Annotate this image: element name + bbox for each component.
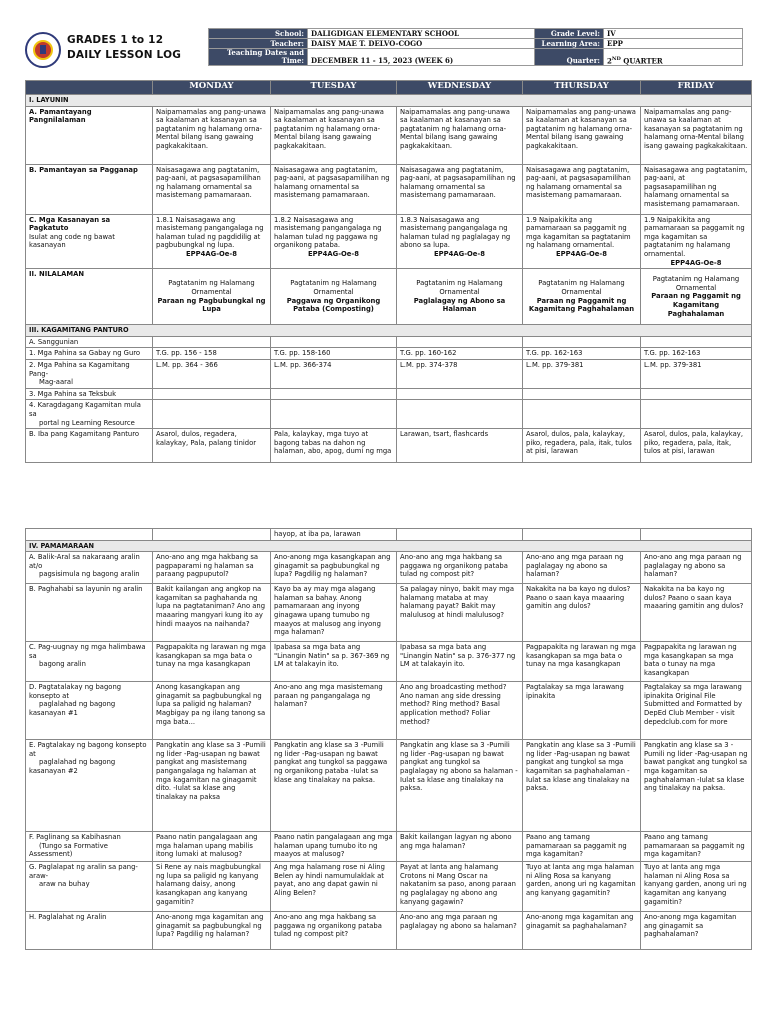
row-label-main: C. Mga Kasanayan sa Pagkatuto [29, 215, 111, 233]
table-cell [153, 388, 271, 400]
row-label [26, 832, 153, 862]
table-cell: Ano-anong mga kasangkapan ang ginagamit sa pagbubungkal ng lupa? Pagdilig ng halaman? [271, 552, 397, 584]
table-cell [271, 336, 397, 348]
table-cell: Sa palagay ninyo, bakit may mga halamang mataba at may halamang payat? Bakit may malulusog at hindi malulusog? [397, 584, 523, 642]
row-label-line2: araw na buhay [39, 880, 90, 889]
table-cell: Pangkatin ang klase sa 3 -Pumili ng lider -Pag-usapan ng bawat pangkat ang tungkol sa mga kagamitan sa paghahalaman -Iulat sa klase ang tinalakay na paksa. [641, 740, 752, 832]
table-row [26, 740, 752, 832]
table-cell: Ano-ano ang mga paraan ng paglalagay ng abono sa halaman? [641, 552, 752, 584]
table-row [26, 642, 752, 682]
table-cell: Ano-ano ang mga paraan ng paglalagay ng abono sa halaman? [397, 912, 523, 950]
row-label: B. Pamantayan sa Pagganap [26, 164, 153, 214]
dates-value: DECEMBER 11 - 15, 2023 (WEEK 6) [308, 49, 535, 66]
table-cell [641, 529, 752, 541]
table-row [26, 388, 752, 400]
table-row [26, 862, 752, 912]
table-cell [153, 400, 271, 429]
grade-label: Grade Level: [535, 29, 604, 39]
grade-value: IV [604, 29, 743, 39]
row-label-line2: Mag-aaral [39, 378, 73, 387]
row-label [26, 642, 153, 682]
cell-topic: Pagtatanim ng Halamang Ornamental [416, 279, 503, 297]
quarter-value [604, 49, 743, 66]
row-label-line2: portal ng Learning Resource [39, 418, 135, 427]
table-cell: Ano-anong mga kagamitan ang ginagamit sa paghahalaman? [523, 912, 641, 950]
table-cell: Nakakita na ba kayo ng dulos? Paano o saan kaya maaaring gamitin ang dulos? [641, 584, 752, 642]
row-label-line1: D. Pagtatalakay ng bagong konsepto at [29, 683, 122, 700]
table-cell: Naisasagawa ang pagtatanim, pag-aani, at pagsasapamilihan ng halamang ornamental sa masistemang pamamaraan. [523, 164, 641, 214]
table-cell: T.G. pp. 162-163 [641, 348, 752, 360]
row-label-line2: paglalahad ng bagong kasanayan #2 [29, 758, 116, 775]
row-label: B. Paghahabi sa layunin ng aralin [26, 584, 153, 642]
table-cell: T.G. pp. 158-160 [271, 348, 397, 360]
table-cell [523, 400, 641, 429]
table-cell: Paano ang tamang pamamaraan sa paggamit ng mga kagamitan? [523, 832, 641, 862]
day-tuesday: TUESDAY [271, 81, 397, 95]
table-cell: T.G. pp. 156 - 158 [153, 348, 271, 360]
row-label-line1: F. Paglinang sa Kabihasnan [29, 833, 121, 842]
table-cell: Naisasagawa ang pagtatanim, pag-aani, at pagsasapamilihan ng halamang ornamental sa masistemang pamamaraan. [153, 164, 271, 214]
table-row [26, 359, 752, 388]
quarter-word: QUARTER [620, 56, 663, 65]
row-label: B. Iba pang Kagamitang Panturo [26, 429, 153, 463]
teacher-label: Teacher: [209, 39, 308, 49]
table-row [26, 336, 752, 348]
row-label: 1. Mga Pahina sa Gabay ng Guro [26, 348, 153, 360]
table-cell: Pangkatin ang klase sa 3 -Pumili ng lider -Pag-usapan ng bawat pangkat ang tungkol sa mga kagamitan sa paghahalaman -Iulat sa klase ang tinalakay na paksa. [523, 740, 641, 832]
table-row [26, 269, 752, 325]
row-label-line1: 2. Mga Pahina sa Kagamitang Pang- [29, 360, 130, 378]
row-label: II. NILALAMAN [26, 269, 153, 325]
table-cell: Payat at lanta ang halamang Crotons ni Mang Oscar na nakatanim sa paso, anong paraan ng paglalagay ng abono ang kanyang gagawin? [397, 862, 523, 912]
table-cell [271, 388, 397, 400]
day-thursday: THURSDAY [523, 81, 641, 95]
section-title: IV. PAMAMARAAN [26, 540, 752, 552]
table-row [26, 214, 752, 269]
table-cell: Ano-ano ang mga hakbang sa paggawa ng organikong pataba tulad ng compost pit? [397, 552, 523, 584]
table-cell: Ano-anong mga kagamitan ang ginagamit sa paghahalaman? [641, 912, 752, 950]
table-cell [397, 388, 523, 400]
table-cell: Ipabasa sa mga bata ang "Linangin Natin" sa p. 367-369 ng LM at talakayin ito. [271, 642, 397, 682]
row-label-line1: A. Balik-Aral sa nakaraang aralin at/o [29, 553, 140, 570]
cell-text: 1.9 Naipakikita ang pamamaraan sa paggamit ng mga kagamitan sa pagtatanim ng halamang ornamental. [644, 215, 745, 258]
table-cell [397, 400, 523, 429]
deped-seal-icon [25, 32, 61, 68]
table-cell: Ano-anong mga kagamitan ang ginagamit sa pagbubungkal ng lupa? Pagdilig ng halaman? [153, 912, 271, 950]
competency-code: EPP4AG-Oe-8 [556, 249, 607, 258]
row-label-sub: Isulat ang code ng bawat kasanayan [29, 232, 115, 250]
section-layunin [26, 95, 752, 107]
row-label [26, 740, 153, 832]
school-label: School: [209, 29, 308, 39]
competency-code: EPP4AG-Oe-8 [434, 249, 485, 258]
competency-code: EPP4AG-Oe-8 [308, 249, 359, 258]
table-cell: Pala, kalaykay, mga tuyo at bagong tabas na dahon ng halaman, abo, apog, dumi ng mga [271, 429, 397, 463]
dates-label [209, 49, 308, 66]
table-cell [523, 269, 641, 325]
section-title: I. LAYUNIN [26, 95, 752, 107]
table-cell: Tuyo at lanta ang mga halaman ni Aling Rosa sa kanyang garden, anong uri ng kagamitan ang kanyang gagamitin? [641, 862, 752, 912]
table-cell [271, 269, 397, 325]
row-label: A. Pamantayang Pangnilalaman [26, 106, 153, 164]
table-cell: Pagpapakita ng larawan ng mga kasangkapan sa mga bata o tunay na mga kasangkapan [523, 642, 641, 682]
table-cell: L.M. pp. 379-381 [641, 359, 752, 388]
dates-label-line2: Time: [281, 56, 304, 65]
row-label [26, 552, 153, 584]
cell-text: 1.8.3 Naisasagawa ang masistemang pangangalaga ng halaman tulad ng paglalagay ng abono sa lupa. [400, 215, 511, 250]
row-label [26, 682, 153, 740]
cell-text: 1.8.2 Naisasagawa ang masistemang pangangalaga ng halaman tulad ng paggawa ng organikong pataba. [274, 215, 382, 250]
table-cell: Pangkatin ang klase sa 3 -Pumili ng lider -Pag-usapan ng bawat pangkat ang tungkol sa paggawa ng organikong pataba -Iulat sa klase ang tinalakay na paksa. [271, 740, 397, 832]
table-cell: Pagpapakita ng larawan ng mga kasangkapan sa mga bata o tunay na mga kasangkapan [153, 642, 271, 682]
title-dll: DAILY LESSON LOG [67, 49, 182, 61]
row-label [26, 400, 153, 429]
school-info-table [208, 28, 743, 66]
table-cell [641, 400, 752, 429]
table-cell [153, 269, 271, 325]
table-cell: Anong kasangkapan ang ginagamit sa pagbubungkal ng lupa sa paligid ng halaman? Magbigay pa ng ilang tanong sa mga bata... [153, 682, 271, 740]
day-wednesday: WEDNESDAY [397, 81, 523, 95]
table-row [26, 584, 752, 642]
table-row [26, 682, 752, 740]
teacher-value: DAISY MAE T. DELVO-COGO [308, 39, 535, 49]
row-label: A. Sanggunian [26, 336, 153, 348]
table-cell: Pangkatin ang klase sa 3 -Pumili ng lider -Pag-usapan ng bawat pangkat ang masistemang pangangalaga ng halaman at mga kagamitan na ginagamit dito. -Iulat sa klase ang tinalakay na paksa [153, 740, 271, 832]
table-cell: Naipamamalas ang pang-unawa sa kaalaman at kasanayan sa pagtatanim ng halamang orna-Mental bilang isang gawaing pagkakakitaan. [153, 106, 271, 164]
table-cell: Si Rene ay nais magbubungkal ng lupa sa paligid ng kanyang halamang daisy, anong kasangkapan ang kanyang gagamitin? [153, 862, 271, 912]
table-cell: L.M. pp. 379-381 [523, 359, 641, 388]
day-header-row [26, 81, 752, 95]
section-pamamaraan [26, 540, 752, 552]
row-label-line1: G. Paglalapat ng aralin sa pang-araw- [29, 863, 138, 880]
section-title: III. KAGAMITANG PANTURO [26, 325, 752, 337]
table-cell: Asarol, dulos, regadera, kalaykay, Pala, palang tinidor [153, 429, 271, 463]
table-row [26, 348, 752, 360]
row-label [26, 529, 153, 541]
quarter-label: Quarter: [535, 49, 604, 66]
row-label-line2: (Tungo sa Formative Assessment) [29, 841, 108, 859]
table-cell: L.M. pp. 366-374 [271, 359, 397, 388]
row-label-line2: paglalahad ng bagong kasanayan #1 [29, 700, 116, 717]
row-label-line1: E. Pagtalakay ng bagong konsepto at [29, 741, 147, 758]
table-cell [153, 214, 271, 269]
table-cell: Naisasagawa ang pagtatanim, pag-aani, at pagsasapamilihan ng halamang ornamental sa masistemang pamamaraan. [397, 164, 523, 214]
table-cell [641, 214, 752, 269]
cell-subtopic: Paraan ng Paggamit ng Kagamitang Paghahalaman [651, 292, 741, 318]
table-row [26, 832, 752, 862]
row-label-line2: pagsisimula ng bagong aralin [39, 570, 140, 579]
cell-topic: Pagtatanim ng Halamang Ornamental [290, 279, 377, 297]
table-cell: Bakit kailangan lagyan ng abono ang mga halaman? [397, 832, 523, 862]
document-title [67, 33, 181, 63]
table-cell: Naisasagawa ang pagtatanim, pag-aani, at pagsasapamilihan ng halamang ornamental sa masistemang pamamaraan. [641, 164, 752, 214]
school-value: DALIGDIGAN ELEMENTARY SCHOOL [308, 29, 535, 39]
title-grades: GRADES 1 to 12 [67, 34, 164, 46]
table-cell: Ano ang broadcasting method? Ano naman ang side dressing method? Ring method? Basal application method? Foliar method? [397, 682, 523, 740]
cell-text: 1.9 Naipakikita ang pamamaraan sa paggamit ng mga kagamitan sa pagtatanim ng halamang ornamental. [526, 215, 631, 250]
table-cell: Ano-ano ang mga hakbang sa paggawa ng organikong pataba tulad ng compost pit? [271, 912, 397, 950]
table-cell [153, 529, 271, 541]
cell-subtopic: Paraan ng Paggamit ng Kagamitang Paghahalaman [528, 296, 635, 314]
dates-label-line1: Teaching Dates and [226, 48, 304, 57]
table-cell: Ang mga halamang rose ni Aling Belen ay hindi namumulaklak at payat, ano ang dapat gawin ni Aling Belen? [271, 862, 397, 912]
cell-subtopic: Paglalagay ng Abono sa Halaman [413, 296, 506, 314]
row-label-line1: C. Pag-uugnay ng mga halimbawa sa [29, 643, 146, 660]
row-label-line1: 4. Karagdagang Kagamitan mula sa [29, 401, 141, 418]
competency-code: EPP4AG-Oe-8 [186, 249, 237, 258]
row-label [26, 214, 153, 269]
table-row [26, 552, 752, 584]
cell-topic: Pagtatanim ng Halamang Ornamental [538, 279, 625, 297]
table-cell: Paano natin pangalagaan ang mga halaman upang tumubo ito ng maayos at malusog? [271, 832, 397, 862]
table-cell [397, 529, 523, 541]
table-cell: Naipamamalas ang pang-unawa sa kaalaman at kasanayan sa pagtatanim ng halamang orna-Mental bilang isang gawaing pagkakakitaan. [641, 106, 752, 164]
area-label: Learning Area: [535, 39, 604, 49]
table-cell: Kayo ba ay may mga alagang halaman sa bahay. Anong pamamaraan ang inyong ginagawa upang tumubo ng maayos at malusog ang inyong mga halaman? [271, 584, 397, 642]
cell-topic: Pagtatanim ng Halamang Ornamental [168, 279, 255, 297]
table-cell [523, 336, 641, 348]
table-cell: Asarol, dulos, pala, kalaykay, piko, regadera, pala, itak, tulos at pisi, larawan [523, 429, 641, 463]
table-cell [641, 336, 752, 348]
table-row [26, 912, 752, 950]
table-cell: Paano ang tamang pamamaraan sa paggamit ng mga kagamitan? [641, 832, 752, 862]
table-cell: T.G. pp. 162-163 [523, 348, 641, 360]
table-cell [641, 388, 752, 400]
table-row [26, 106, 752, 164]
table-cell: Pagpapakita ng larawan ng mga kasangkapan sa mga bata o tunay na mga kasangkapan [641, 642, 752, 682]
table-cell [271, 400, 397, 429]
quarter-number: 2 [607, 56, 612, 65]
table-cell: Ano-ano ang mga masistemang paraan ng pangangalaga ng halaman? [271, 682, 397, 740]
table-cell [397, 214, 523, 269]
cell-subtopic: Paraan ng Pagbubungkal ng Lupa [157, 296, 266, 314]
table-cell: L.M. pp. 364 - 366 [153, 359, 271, 388]
table-cell [153, 336, 271, 348]
table-cell: Naisasagawa ang pagtatanim, pag-aani, at pagsasapamilihan ng halamang ornamental sa masistemang pamamaraan. [271, 164, 397, 214]
table-cell: Paano natin pangalagaan ang mga halaman upang mabilis itong lumaki at malusog? [153, 832, 271, 862]
table-row [26, 529, 752, 541]
table-cell: Asarol, dulos, pala, kalaykay, piko, regadera, pala, itak, tulos at pisi, larawan [641, 429, 752, 463]
competency-code: EPP4AG-Oe-8 [670, 258, 722, 267]
table-cell: Naipamamalas ang pang-unawa sa kaalaman at kasanayan sa pagtatanim ng halamang orna-Mental bilang isang gawaing pagkakakitaan. [271, 106, 397, 164]
area-value: EPP [604, 39, 743, 49]
row-label-line2: bagong aralin [39, 660, 86, 669]
day-friday: FRIDAY [641, 81, 752, 95]
table-cell [271, 214, 397, 269]
table-cell: Pagtalakay sa mga larawang ipinakita Original File Submitted and Formatted by DepEd Club Member - visit depedclub.com for more [641, 682, 752, 740]
table-cell: Larawan, tsart, flashcards [397, 429, 523, 463]
table-cell: Bakit kailangan ang angkop na kagamitan sa paghahanda ng lupa na pagtataniman? Ano ang maaaring mangyari kung ito ay hindi maayos na naihanda? [153, 584, 271, 642]
row-label: H. Paglalahat ng Aralin [26, 912, 153, 950]
row-label [26, 862, 153, 912]
table-cell [641, 269, 752, 325]
table-row [26, 429, 752, 463]
table-cell [523, 214, 641, 269]
table-row [26, 400, 752, 429]
table-cell [523, 529, 641, 541]
table-cell: Pangkatin ang klase sa 3 -Pumili ng lider -Pag-usapan ng bawat pangkat ang tungkol sa paglalagay ng abono sa halaman -Iulat sa klase ang tinalakay na paksa. [397, 740, 523, 832]
lesson-log-table-page2 [25, 528, 752, 950]
table-cell [523, 388, 641, 400]
day-monday: MONDAY [153, 81, 271, 95]
quarter-suffix: ND [611, 55, 621, 62]
row-label [26, 359, 153, 388]
cell-subtopic: Paggawa ng Organikong Pataba (Composting) [286, 296, 381, 314]
table-cell: L.M. pp. 374-378 [397, 359, 523, 388]
table-row [26, 164, 752, 214]
table-cell [397, 336, 523, 348]
section-kagamitan [26, 325, 752, 337]
table-cell: Ano-ano ang mga hakbang sa pagpaparami ng halaman sa paraang pagpuputol? [153, 552, 271, 584]
table-cell: Tuyo at lanta ang mga halaman ni Aling Rosa sa kanyang garden, anong uri ng kagamitan ang kanyang gagamitin? [523, 862, 641, 912]
table-cell: hayop, at iba pa, larawan [271, 529, 397, 541]
table-cell: Nakakita na ba kayo ng dulos? Paano o saan kaya maaaring gamitin ang dulos? [523, 584, 641, 642]
lesson-log-table-page1 [25, 80, 752, 463]
document-header [25, 28, 743, 78]
cell-topic: Pagtatanim ng Halamang Ornamental [652, 275, 740, 292]
corner-cell [26, 81, 153, 95]
cell-text: 1.8.1 Naisasagawa ang masistemang pangangalaga ng halaman tulad ng pagdidilig at pagbubungkal ng lupa. [156, 215, 264, 250]
table-cell: Ipabasa sa mga bata ang "Linangin Natin" sa p. 376-377 ng LM at talakayin ito. [397, 642, 523, 682]
table-cell [397, 269, 523, 325]
table-cell: T.G. pp. 160-162 [397, 348, 523, 360]
table-cell: Pagtalakay sa mga larawang ipinakita [523, 682, 641, 740]
table-cell: Naipamamalas ang pang-unawa sa kaalaman at kasanayan sa pagtatanim ng halamang orna-Mental bilang isang gawaing pagkakakitaan. [523, 106, 641, 164]
row-label: 3. Mga Pahina sa Teksbuk [26, 388, 153, 400]
table-cell: Naipamamalas ang pang-unawa sa kaalaman at kasanayan sa pagtatanim ng halamang orna-Mental bilang isang gawaing pagkakakitaan. [397, 106, 523, 164]
table-cell: Ano-ano ang mga paraan ng paglalagay ng abono sa halaman? [523, 552, 641, 584]
